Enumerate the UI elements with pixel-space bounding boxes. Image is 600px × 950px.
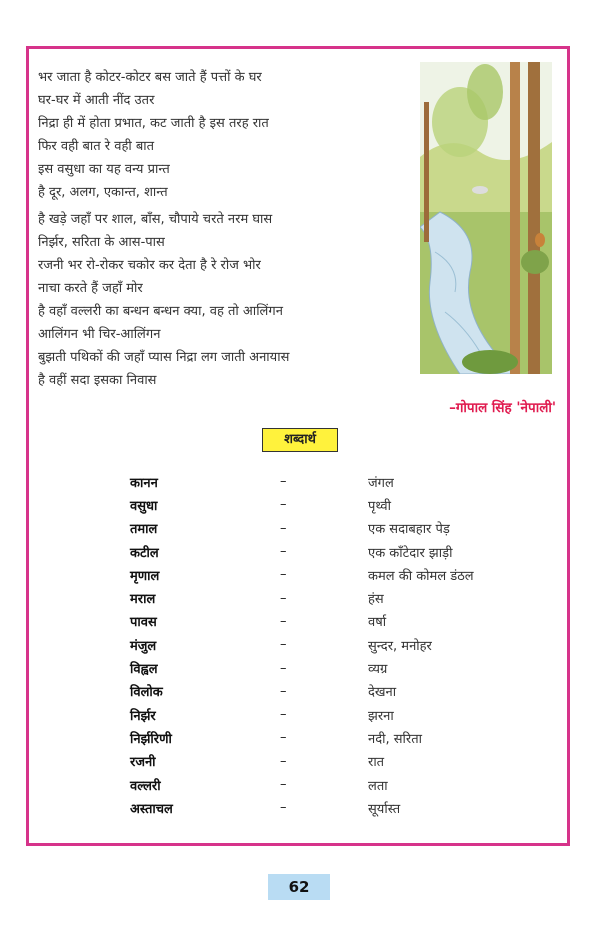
glossary-dash: – bbox=[280, 777, 287, 792]
glossary-dash: – bbox=[280, 544, 287, 560]
glossary-dash: – bbox=[280, 800, 287, 816]
poem-line: नाचा करते हैं जहाँ मोर bbox=[38, 281, 143, 296]
glossary-dash: – bbox=[280, 637, 287, 653]
glossary-meaning: एक काँटेदार झाड़ी bbox=[368, 545, 453, 561]
glossary-row bbox=[130, 703, 490, 726]
poem-stanza bbox=[38, 66, 408, 204]
glossary-meaning: वर्षा bbox=[368, 615, 387, 631]
poem-text bbox=[38, 66, 408, 396]
glossary-row bbox=[130, 796, 490, 819]
glossary-meaning: सूर्यास्त bbox=[368, 801, 401, 817]
page-number: 62 bbox=[268, 874, 330, 900]
glossary-term: विह्वल bbox=[130, 662, 158, 678]
glossary-row bbox=[130, 517, 490, 540]
glossary-meaning: लता bbox=[368, 778, 388, 794]
forest-river-illustration bbox=[420, 62, 552, 374]
glossary-meaning: देखना bbox=[368, 685, 397, 701]
glossary-row bbox=[130, 750, 490, 773]
glossary-term: मराल bbox=[130, 592, 156, 608]
poem-line: है खड़े जहाँ पर शाल, बाँस, चौपाये चरते नरम घास bbox=[38, 212, 273, 227]
glossary-table bbox=[130, 470, 490, 819]
glossary-meaning: सुन्दर, मनोहर bbox=[368, 638, 432, 654]
poet-attribution: –गोपाल सिंह 'नेपाली' bbox=[449, 400, 556, 416]
poem-line: बुझती पथिकों की जहाँ प्यास निद्रा लग जाती अनायास bbox=[38, 350, 290, 365]
glossary-term: पावस bbox=[130, 615, 157, 631]
glossary-term: रजनी bbox=[130, 755, 156, 771]
poem-line: है वहाँ वल्लरी का बन्धन बन्धन क्या, वह तो आलिंगन bbox=[38, 304, 283, 319]
glossary-meaning: झरना bbox=[368, 708, 394, 724]
glossary-dash: – bbox=[280, 753, 287, 769]
glossary-meaning: पृथ्वी bbox=[368, 498, 391, 514]
glossary-dash: – bbox=[280, 590, 287, 606]
glossary-dash: – bbox=[280, 613, 287, 629]
poem-stanza bbox=[38, 208, 408, 392]
poem-line: घर-घर में आती नींद उतर bbox=[38, 93, 155, 108]
glossary-dash: – bbox=[280, 474, 287, 490]
glossary-meaning: नदी, सरिता bbox=[368, 731, 422, 747]
glossary-row bbox=[130, 656, 490, 679]
poem-line: भर जाता है कोटर-कोटर बस जाते हैं पत्तों के घर bbox=[38, 70, 262, 85]
poem-line: फिर वही बात रे वही बात bbox=[38, 139, 155, 154]
glossary-row bbox=[130, 726, 490, 749]
glossary-term: तमाल bbox=[130, 522, 158, 538]
glossary-dash: – bbox=[280, 520, 287, 536]
glossary-meaning: कमल की कोमल डंठल bbox=[368, 568, 474, 584]
glossary-term: मंजुल bbox=[130, 638, 157, 654]
glossary-row bbox=[130, 493, 490, 516]
glossary-meaning: जंगल bbox=[368, 475, 394, 491]
glossary-meaning: हंस bbox=[368, 592, 384, 608]
glossary-term: विलोक bbox=[130, 685, 163, 701]
poem-line: आलिंगन भी चिर-आलिंगन bbox=[38, 327, 161, 342]
glossary-term: वल्लरी bbox=[130, 778, 161, 794]
poem-line: निद्रा ही में होता प्रभात, कट जाती है इस तरह रात bbox=[38, 116, 269, 131]
glossary-row bbox=[130, 586, 490, 609]
glossary-term: निर्झर bbox=[130, 708, 156, 724]
glossary-meaning: व्यग्र bbox=[368, 662, 388, 678]
glossary-term: मृणाल bbox=[130, 568, 160, 584]
glossary-dash: – bbox=[280, 730, 287, 746]
glossary-term: अस्ताचल bbox=[130, 801, 173, 817]
poem-line: है दूर, अलग, एकान्त, शान्त bbox=[38, 185, 168, 200]
glossary-row bbox=[130, 540, 490, 563]
glossary-term: निर्झरिणी bbox=[130, 731, 172, 747]
glossary-heading: शब्दार्थ bbox=[262, 428, 338, 452]
glossary-row bbox=[130, 563, 490, 586]
glossary-meaning: एक सदाबहार पेड़ bbox=[368, 522, 450, 538]
glossary-row bbox=[130, 470, 490, 493]
glossary-term: वसुधा bbox=[130, 498, 158, 514]
glossary-term: कटील bbox=[130, 545, 159, 561]
poem-line: है वहीं सदा इसका निवास bbox=[38, 373, 157, 388]
glossary-row bbox=[130, 610, 490, 633]
poem-line: रजनी भर रो-रोकर चकोर कर देता है रे रोज भोर bbox=[38, 258, 261, 273]
glossary-row bbox=[130, 773, 490, 796]
glossary-dash: – bbox=[280, 707, 287, 723]
glossary-dash: – bbox=[280, 497, 287, 513]
glossary-dash: – bbox=[280, 660, 287, 676]
glossary-row bbox=[130, 680, 490, 703]
glossary-meaning: रात bbox=[368, 755, 385, 771]
poem-line: निर्झर, सरिता के आस-पास bbox=[38, 235, 165, 250]
poem-line: इस वसुधा का यह वन्य प्रान्त bbox=[38, 162, 170, 177]
glossary-term: कानन bbox=[130, 475, 158, 491]
glossary-row bbox=[130, 633, 490, 656]
glossary-dash: – bbox=[280, 683, 287, 699]
glossary-dash: – bbox=[280, 567, 287, 583]
